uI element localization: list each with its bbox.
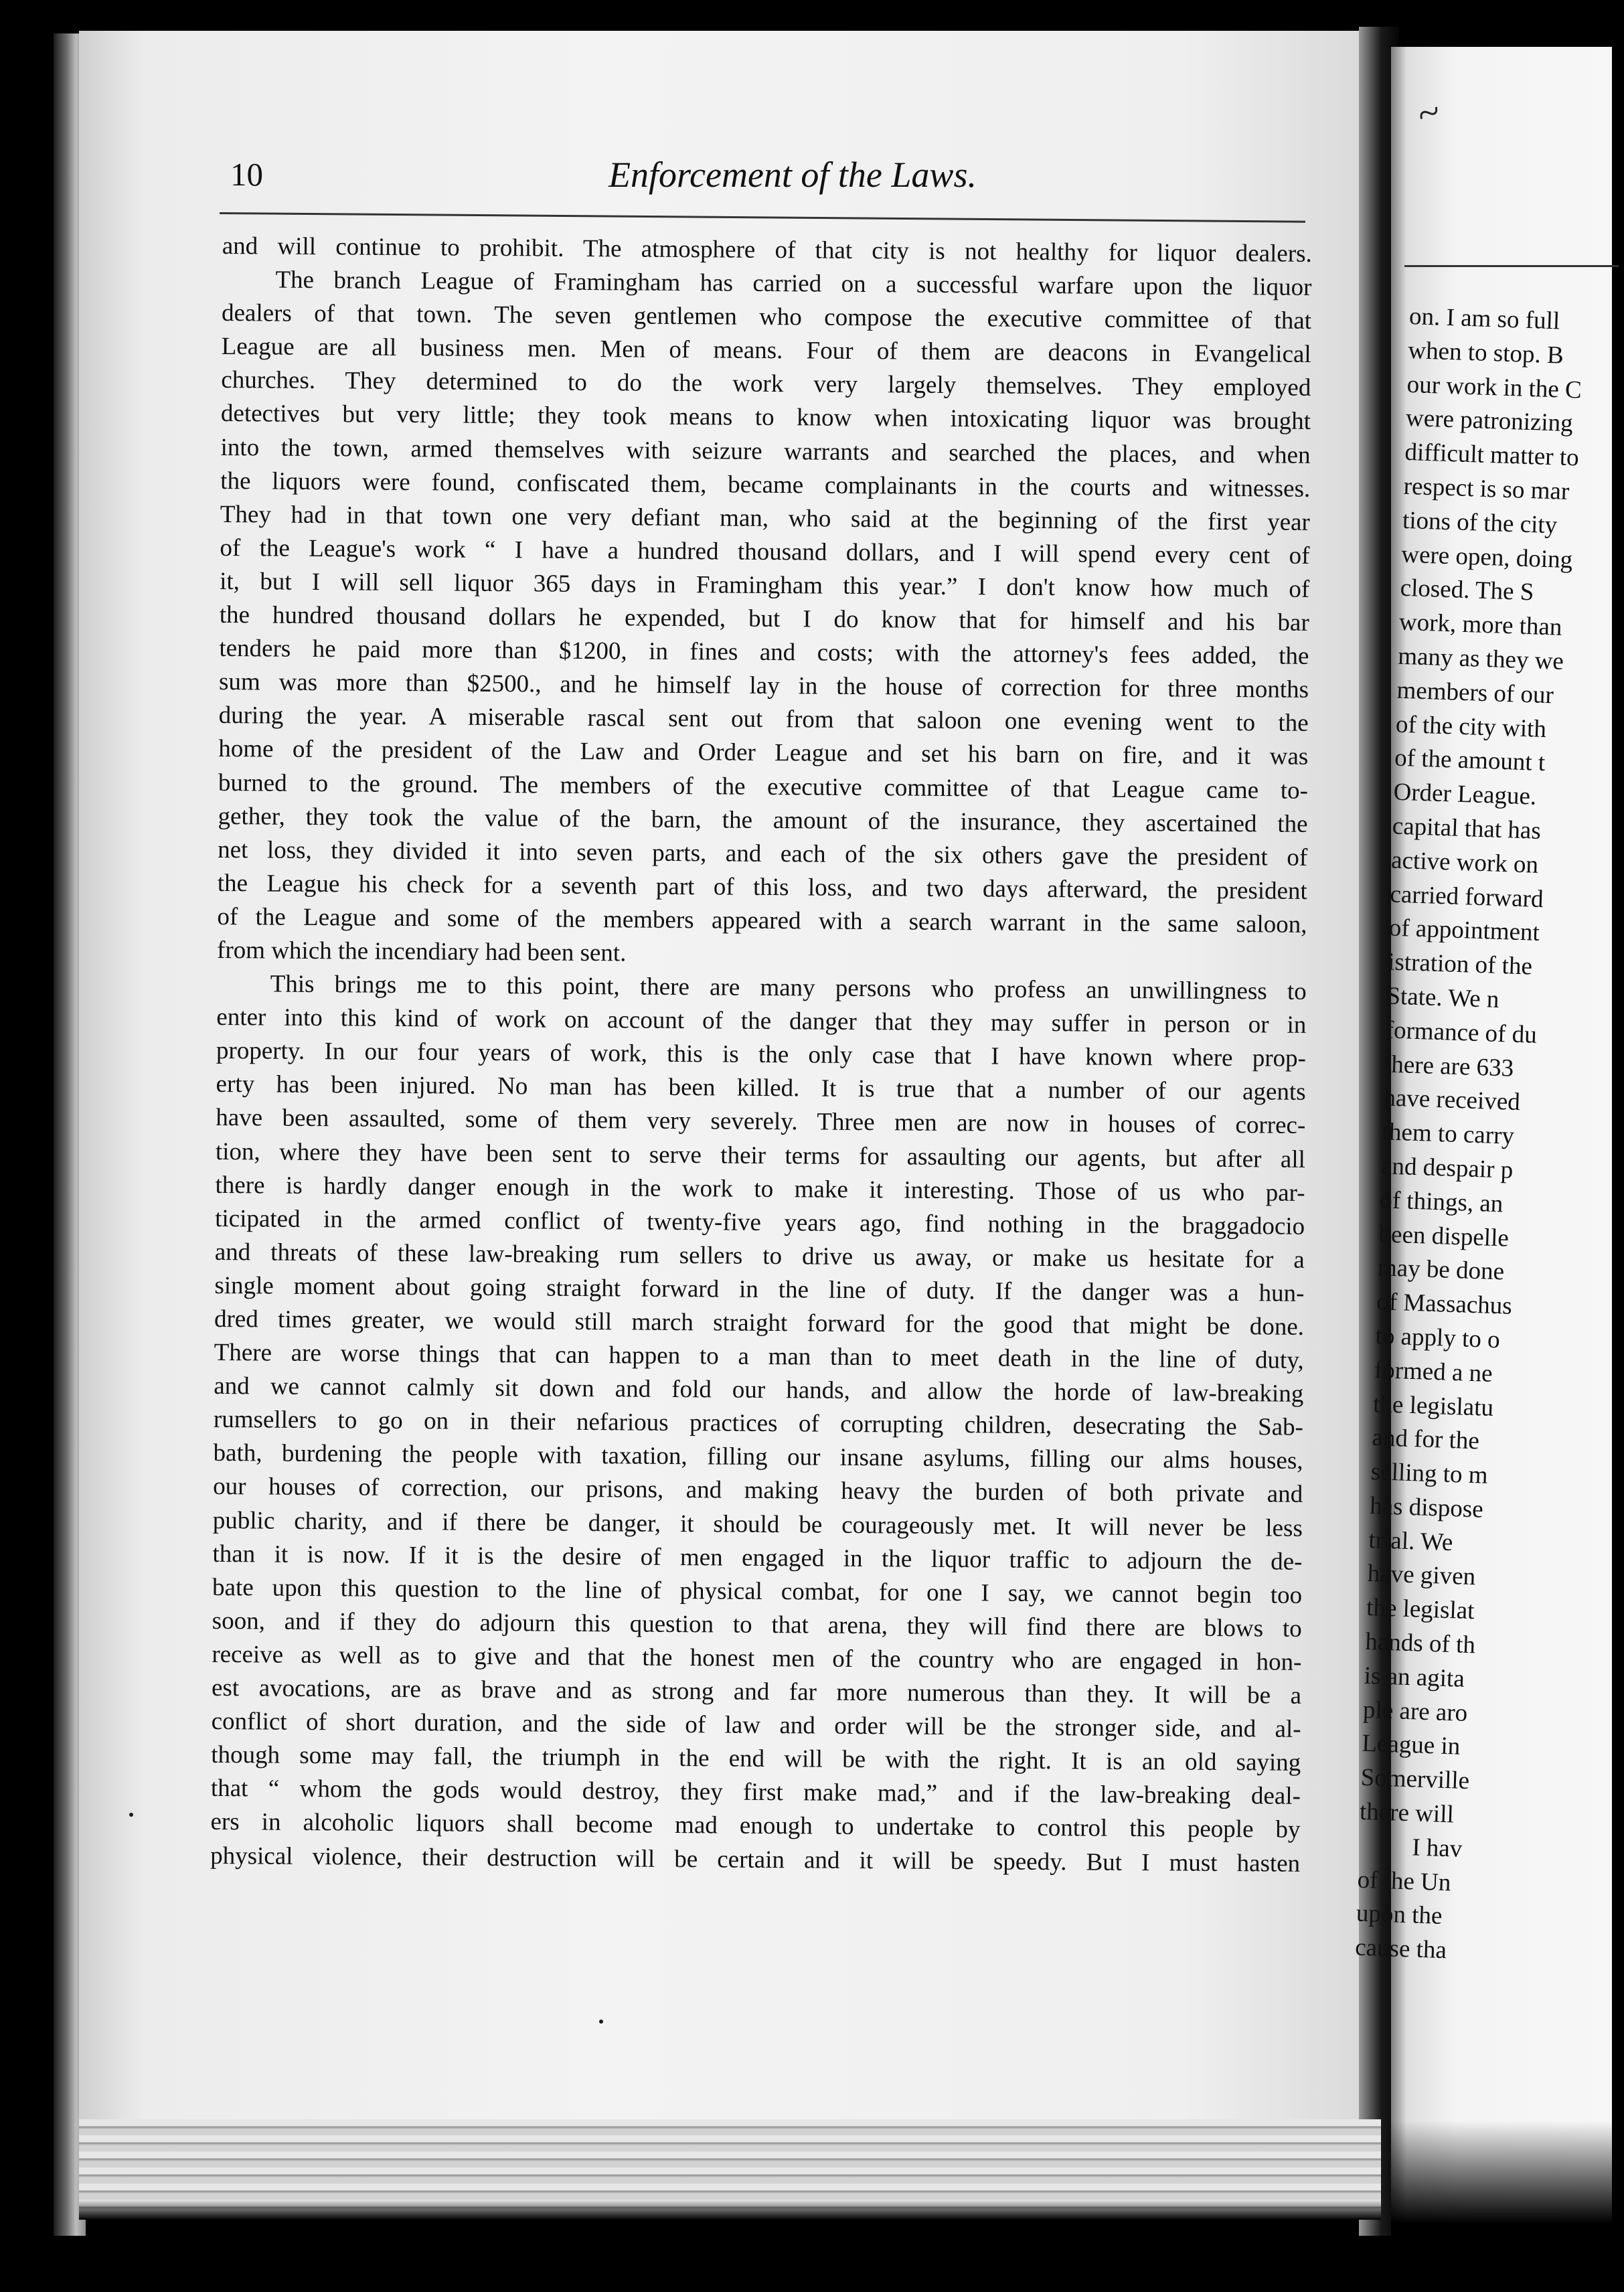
text-line: erty has been injured. No man has been killed. It is true that a number of our agents <box>216 1070 1306 1107</box>
text-line: the liquors were found, confiscated them, became complainants in the courts and witnesses. <box>220 467 1311 503</box>
text-line: of the League's work “ I have a hundred thousand dollars, and I will spend every cent of <box>220 534 1310 570</box>
text-line: tion, where they have been sent to serve their terms for assaulting our agents, but after all <box>215 1137 1306 1173</box>
text-line: that “ whom the gods would destroy, they first make mad,” and if the law-breaking deal- <box>210 1775 1301 1811</box>
text-line: hands of th <box>1364 1627 1476 1659</box>
text-line: cause tha <box>1354 1933 1447 1965</box>
text-line: tions of the city <box>1402 506 1558 540</box>
text-line: They had in that town one very defiant man, who said at the beginning of the first year <box>220 500 1310 536</box>
text-line: closed. The S <box>1400 574 1535 606</box>
text-line: have given <box>1367 1560 1476 1591</box>
text-line: ticipated in the armed conflict of twenty-five years ago, find nothing in the braggadocio <box>215 1204 1305 1240</box>
text-line: enter into this kind of work on account of the danger that they may suffer in person or in <box>216 1003 1307 1040</box>
text-line: selling to m <box>1370 1458 1489 1489</box>
text-line: during the year. A miserable rascal sent out from that saloon one evening went to the <box>218 702 1309 738</box>
text-line: rumsellers to go on in their nefarious practices of corrupting children, desecrating the Sab- <box>213 1406 1304 1442</box>
text-line: of things, an <box>1379 1185 1504 1218</box>
text-line: physical violence, their destruction will be certain and it will be speedy. But I must hasten <box>210 1841 1301 1878</box>
text-line: detectives but very little; they took means to know when intoxicating liquor was brought <box>220 400 1311 436</box>
text-line: est avocations, are as brave and as strong and far more numerous than they. It will be a <box>211 1673 1302 1710</box>
text-line: and threats of these law-breaking rum sellers to drive us away, or make us hesitate for a <box>214 1238 1305 1274</box>
text-line: though some may fall, the triumph in the end will be with the right. It is an old saying <box>211 1741 1301 1777</box>
text-line: soon, and if they do adjourn this question to that arena, they will find there are blows to <box>212 1607 1302 1643</box>
text-line: many as they we <box>1397 642 1564 675</box>
page-number: 10 <box>230 156 263 193</box>
text-line: is an agita <box>1364 1661 1465 1693</box>
text-line: gether, they took the value of the barn, the amount of the insurance, they ascertained the <box>218 802 1308 838</box>
text-line: them to carry <box>1382 1118 1515 1150</box>
text-line: State. We n <box>1386 982 1500 1013</box>
text-line: when to stop. B <box>1407 336 1564 370</box>
text-line: bath, burdening the people with taxation, filling our insane asylums, filling our alms houses, <box>213 1439 1303 1475</box>
text-line: on. I am so full <box>1408 302 1560 335</box>
text-line: than it is now. If it is the desire of men engaged in the liquor traffic to adjourn the de- <box>212 1540 1303 1576</box>
text-line: churches. They determined to do the work very largely themselves. They employed <box>221 366 1311 402</box>
text-line: and we cannot calmly sit down and fold our hands, and allow the horde of law-breaking <box>214 1372 1304 1408</box>
text-line: were open, doing <box>1400 540 1573 574</box>
text-line: capital that has <box>1392 812 1542 845</box>
right-page-text <box>1354 300 1623 1972</box>
text-line: Somerville <box>1360 1764 1470 1795</box>
text-line: burned to the ground. The members of the executive committee of that League came to- <box>218 768 1309 805</box>
text-line: may be done <box>1377 1254 1505 1286</box>
text-line: The branch League of Framingham has carried on a successful warfare upon the liquor <box>275 266 1312 302</box>
text-line: net loss, they divided it into seven parts, and each of the six others gave the president of <box>218 835 1308 872</box>
text-line: work, more than <box>1398 608 1563 641</box>
text-line: into the town, armed themselves with seizure warrants and searched the places, and when <box>220 433 1311 469</box>
text-line: conflict of short duration, and the side of law and order will be the stronger side, and al- <box>211 1708 1301 1743</box>
right-page <box>1354 47 1612 2236</box>
text-line: trial. We <box>1368 1526 1453 1556</box>
text-line: from which the incendiary had been sent. <box>216 936 627 967</box>
right-header-rule <box>1404 265 1619 267</box>
text-line: there is hardly danger enough in the work to make it interesting. Those of us who par- <box>215 1171 1305 1207</box>
text-line: the legislatu <box>1372 1390 1494 1422</box>
text-line: has dispose <box>1369 1491 1484 1524</box>
text-line: ers in alcoholic liquors shall become mad enough to undertake to control this people by <box>210 1808 1301 1844</box>
text-line: the League his check for a seventh part of this loss, and two days afterward, the president <box>217 869 1307 905</box>
text-line: were patronizing <box>1405 404 1574 438</box>
left-page-text <box>210 230 1312 1880</box>
text-line: our houses of correction, our prisons, and making heavy the burden of both private and <box>213 1473 1303 1509</box>
text-line: there will <box>1359 1797 1455 1829</box>
text-line: the hundred thousand dollars he expended, but I do know that for himself and his bar <box>219 601 1309 637</box>
text-line: and for the <box>1371 1424 1480 1455</box>
text-line: ple are aro <box>1362 1696 1468 1727</box>
text-line: of the League and some of the members appeared with a search warrant in the same saloon, <box>217 902 1307 938</box>
text-line: of the city with <box>1395 710 1547 743</box>
text-line: sum was more than $2500., and he himself lay in the house of correction for three months <box>218 668 1309 704</box>
text-line: there are 633 <box>1384 1050 1514 1082</box>
text-line: active work on <box>1390 846 1539 879</box>
text-line: been dispelle <box>1378 1220 1510 1252</box>
print-speck <box>129 1813 133 1817</box>
text-line: I hav <box>1411 1833 1463 1863</box>
page-header <box>226 151 1305 198</box>
text-line: it, but I will sell liquor 365 days in Framingham this year.” I don't know how much of <box>219 567 1310 603</box>
text-line: dealers of that town. The seven gentlemen who compose the executive committee of that <box>221 299 1312 335</box>
print-speck <box>599 2020 603 2024</box>
text-line: League are all business men. Men of means. Four of them are deacons in Evangelical <box>221 333 1311 369</box>
text-line: home of the president of the Law and Order League and set his barn on fire, and it was <box>218 735 1309 771</box>
text-line: of the Un <box>1357 1866 1452 1896</box>
text-line: our work in the C <box>1406 370 1582 404</box>
text-line: to apply to o <box>1374 1322 1501 1354</box>
text-line: have received <box>1382 1084 1521 1117</box>
ink-mark: ~ <box>1411 88 1447 137</box>
text-line: League in <box>1361 1730 1461 1761</box>
text-line: carried forward <box>1389 880 1544 913</box>
text-line: difficult matter to <box>1404 438 1580 472</box>
text-line: formance of du <box>1385 1016 1538 1049</box>
text-line: of Massachus <box>1376 1288 1513 1320</box>
text-line: and despair p <box>1380 1152 1514 1184</box>
text-line: upon the <box>1356 1900 1443 1931</box>
right-page-shadow <box>1391 2121 1612 2292</box>
text-line: dred times greater, we would still march straight forward for the good that might be done. <box>214 1305 1305 1341</box>
text-line: There are worse things that can happen to a man than to meet death in the line of duty, <box>214 1339 1304 1374</box>
page-stack-edge <box>79 2119 1381 2220</box>
text-line: members of our <box>1396 676 1554 710</box>
text-line: public charity, and if there be danger, it should be courageously met. It will never be less <box>212 1506 1303 1542</box>
text-line: of appointment <box>1388 914 1540 947</box>
text-line: bate upon this question to the line of physical combat, for one I say, we cannot begin too <box>212 1573 1303 1609</box>
text-line: property. In our four years of work, this is the only case that I have known where prop- <box>216 1037 1307 1073</box>
text-line: and will continue to prohibit. The atmosphere of that city is not healthy for liquor dealers. <box>222 232 1312 268</box>
text-line: Order League. <box>1392 778 1537 811</box>
text-line: istration of the <box>1387 948 1533 981</box>
text-line: the legislat <box>1366 1594 1475 1625</box>
text-line: receive as well as to give and that the honest men of the country who are engaged in hon- <box>212 1640 1302 1676</box>
text-line: formed a ne <box>1374 1356 1493 1388</box>
text-line: tenders he paid more than $1200, in fines and costs; with the attorney's fees added, the <box>219 635 1309 671</box>
text-line: of the amount t <box>1394 744 1546 777</box>
text-line: single moment about going straight forward in the line of duty. If the danger was a hun- <box>214 1271 1305 1307</box>
text-line: This brings me to this point, there are many persons who profess an unwillingness to <box>270 970 1307 1005</box>
running-title: Enforcement of the Laws. <box>608 155 977 195</box>
text-line: respect is so mar <box>1403 472 1570 506</box>
text-line: have been assaulted, some of them very severely. Three men are now in houses of correc- <box>216 1104 1306 1140</box>
